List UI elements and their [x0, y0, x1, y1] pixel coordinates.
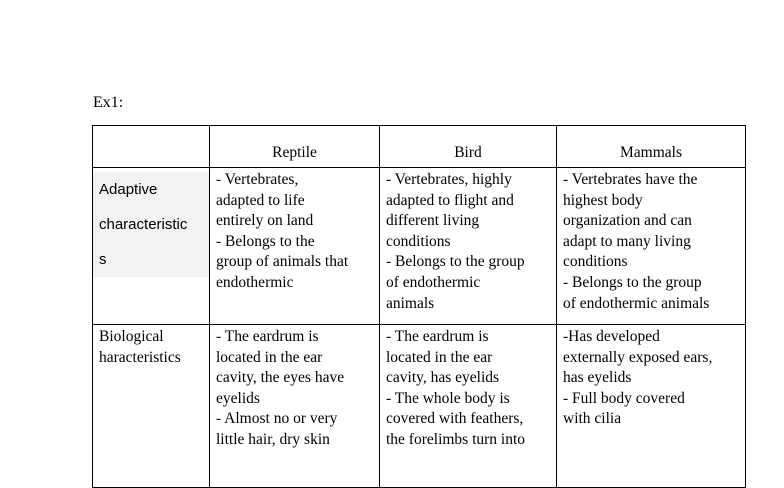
row-label-adaptive — [93, 168, 210, 325]
exercise-label: Ex1: — [93, 94, 124, 111]
row-label-line: characteristic — [99, 216, 188, 233]
cell-reptile-adaptive: - Vertebrates, adapted to life entirely on land - Belongs to the group of animals that endothermic — [210, 168, 380, 325]
row-label-line: s — [99, 251, 107, 268]
cell-mammals-biological: -Has developed externally exposed ears, has eyelids - Full body covered with cilia — [557, 325, 746, 488]
header-cell-reptile: Reptile — [210, 126, 380, 168]
cell-mammals-adaptive: - Vertebrates have the highest body organization and can adapt to many living conditions - Belongs to the group of endothermic animals — [557, 168, 746, 325]
cell-reptile-biological: - The eardrum is located in the ear cavity, the eyes have eyelids - Almost no or very little hair, dry skin — [210, 325, 380, 488]
table-header-row — [93, 126, 746, 168]
header-cell-empty — [93, 126, 210, 168]
table-row — [93, 168, 746, 325]
table-row — [93, 325, 746, 488]
row-label-line: Adaptive — [99, 181, 158, 198]
cell-bird-biological: - The eardrum is located in the ear cavity, has eyelids - The whole body is covered with feathers, the forelimbs turn into — [380, 325, 557, 488]
header-cell-mammals: Mammals — [557, 126, 746, 168]
cell-bird-adaptive: - Vertebrates, highly adapted to flight and different living conditions - Belongs to the group of endothermic animals — [380, 168, 557, 325]
row-label-biological: Biological haracteristics — [93, 325, 210, 488]
header-cell-bird: Bird — [380, 126, 557, 168]
comparison-table — [92, 125, 746, 488]
